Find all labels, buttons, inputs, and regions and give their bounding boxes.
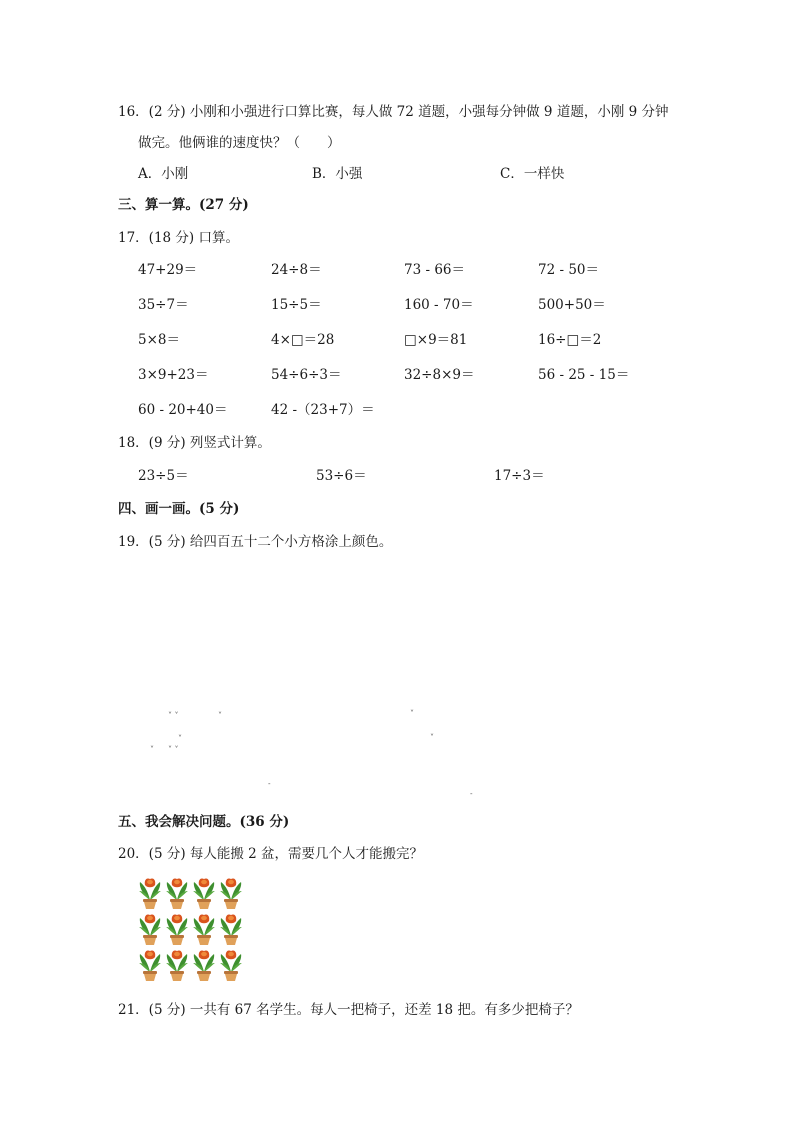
q21-title: 21．(5 分) 一共有 67 名学生。每人一把椅子，还差 18 把。有多少把椅子？ (118, 1002, 579, 1018)
q17-item: 24÷8＝ (271, 262, 322, 278)
q17-item: 4×□＝28 (271, 332, 335, 348)
q17-item: 47+29＝ (138, 262, 198, 278)
q17-item: 54÷6÷3＝ (271, 367, 342, 383)
q16-option-a: A．小刚 (138, 166, 189, 182)
q17-title: 17．(18 分) 口算。 (118, 230, 239, 246)
section-4-heading: 四、画一画。(5 分) (118, 501, 240, 517)
q16-option-c: C．一样快 (500, 166, 565, 182)
q17-item: 16÷□＝2 (538, 332, 602, 348)
q20-title: 20．(5 分) 每人能搬 2 盆，需要几个人才能搬完？ (118, 846, 424, 862)
q17-item: 35÷7＝ (138, 297, 189, 313)
section-5-heading: 五、我会解决问题。(36 分) (118, 814, 290, 830)
q17-item: 32÷8×9＝ (404, 367, 475, 383)
q17-item: 500+50＝ (538, 297, 606, 313)
q19-title: 19．(5 分) 给四百五十二个小方格涂上颜色。 (118, 534, 393, 550)
q17-item: 5×8＝ (138, 332, 180, 348)
q18-item: 53÷6＝ (316, 468, 367, 484)
section-3-heading: 三、算一算。(27 分) (118, 197, 249, 213)
q17-item: □×9＝81 (404, 332, 468, 348)
q18-item: 17÷3＝ (494, 468, 545, 484)
q17-item: 42 -（23+7）＝ (271, 402, 375, 418)
q17-item: 56 - 25 - 15＝ (538, 367, 630, 383)
q18-title: 18．(9 分) 列竖式计算。 (118, 435, 271, 451)
q17-item: 3×9+23＝ (138, 367, 209, 383)
flower-pots-illustration (138, 876, 246, 986)
q17-item: 73 - 66＝ (404, 262, 466, 278)
q17-item: 160 - 70＝ (404, 297, 474, 313)
q18-item: 23÷5＝ (138, 468, 189, 484)
q16-text-line1: 16．(2 分) 小刚和小强进行口算比赛，每人做 72 道题，小强每分钟做 9 道题，小刚 9 分钟 (118, 104, 669, 120)
q17-item: 60 - 20+40＝ (138, 402, 228, 418)
q16-text-line2: 做完。他俩谁的速度快？（ ） (138, 135, 341, 151)
q17-item: 15÷5＝ (271, 297, 322, 313)
q16-option-b: B．小强 (312, 166, 363, 182)
q17-item: 72 - 50＝ (538, 262, 600, 278)
